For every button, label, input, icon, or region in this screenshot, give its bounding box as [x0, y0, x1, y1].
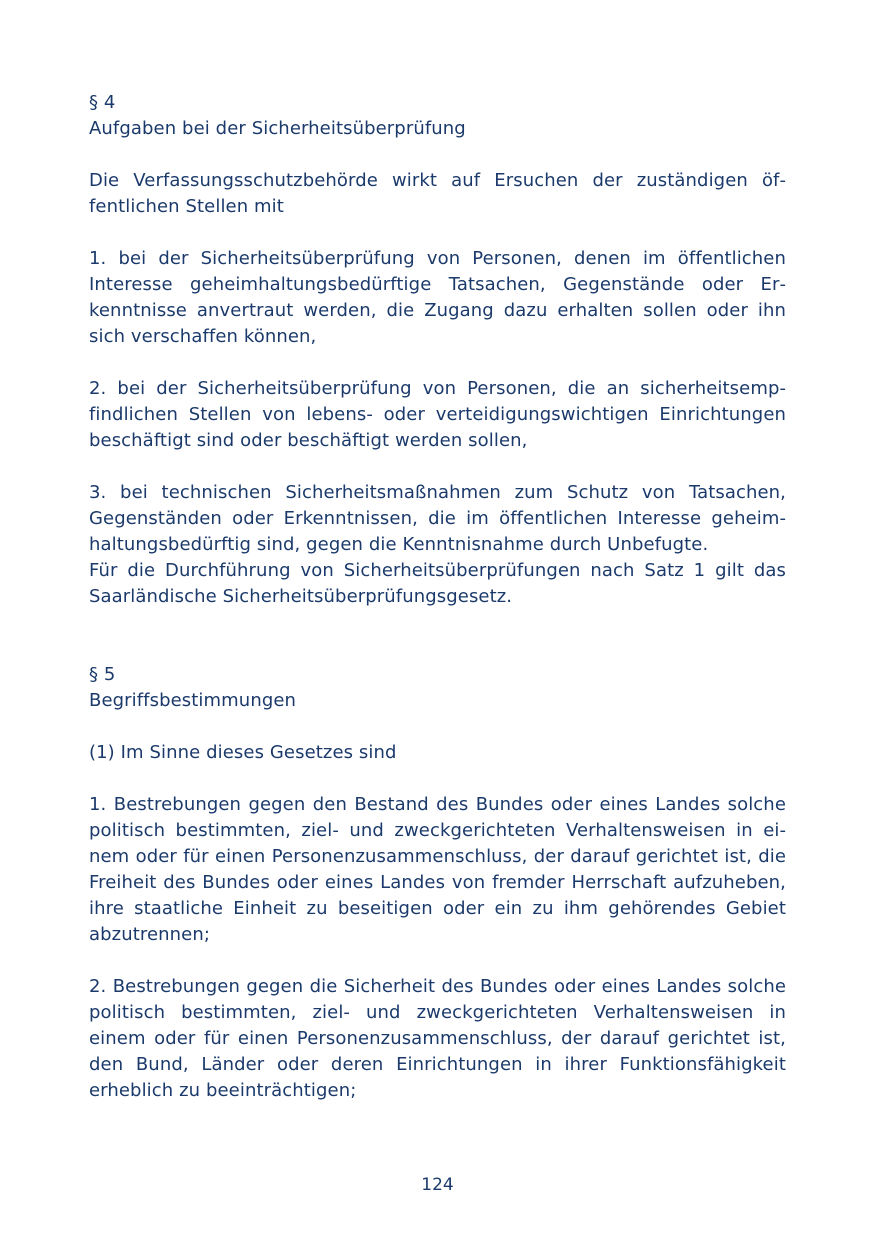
section-4-item-3: 3. bei technischen Sicherheitsmaßnahmen zum Schutz von Tatsachen, Gegenständen oder Erkenntnissen, die im öffentlichen Interesse geheimhaltungsbedürftig sind, gegen die Kenntnisnahme durch Unbefugte.: [89, 482, 786, 555]
section-4-intro: Die Verfassungsschutzbehörde wirkt auf Ersuchen der zuständigen öffentlichen Stellen mit: [89, 170, 786, 217]
section-5-title: Begriffsbestimmungen: [89, 690, 297, 711]
section-4-closing: Für die Durchführung von Sicherheitsüberprüfungen nach Satz 1 gilt das Saarländische Sicherheitsüberprüfungsgesetz.: [89, 560, 786, 607]
document-page: [89, 90, 786, 1104]
section-5-subsection-1: (1) Im Sinne dieses Gesetzes sind: [89, 742, 397, 763]
section-4-item-2: 2. bei der Sicherheitsüberprüfung von Personen, die an sicherheitsempfindlichen Stellen von lebens- oder verteidigungswichtigen Einrichtungen beschäftigt sind oder beschäftigt werden sollen,: [89, 378, 786, 451]
section-4-title: Aufgaben bei der Sicherheitsüberprüfung: [89, 118, 466, 139]
page-number: 124: [421, 1175, 454, 1195]
section-5-item-2: 2. Bestrebungen gegen die Sicherheit des Bundes oder eines Landes solche politisch bestimmten, ziel- und zweckgerichteten Verhaltensweisen in einem oder für einen Personenzusammenschluss, der darauf gerichtet ist, den Bund, Länder oder deren Einrichtungen in ihrer Funktionsfähigkeit erheblich zu beeinträchtigen;: [89, 976, 786, 1101]
section-5-number: § 5: [89, 664, 116, 685]
section-5-item-1: 1. Bestrebungen gegen den Bestand des Bundes oder eines Landes solche politisch bestimmten, ziel- und zweckgerichteten Verhaltensweisen in einem oder für einen Personenzusammenschluss, der darauf gerichtet ist, die Freiheit des Bundes oder eines Landes von fremder Herrschaft aufzuheben, ihre staatliche Einheit zu beseitigen oder ein zu ihm gehörendes Gebiet abzutrennen;: [89, 794, 786, 945]
section-4-item-1: 1. bei der Sicherheitsüberprüfung von Personen, denen im öffentlichen Interesse geheimhaltungsbedürftige Tatsachen, Gegenstände oder Erkenntnisse anvertraut werden, die Zugang dazu erhalten sollen oder ihn sich verschaffen können,: [89, 248, 786, 347]
section-4-number: § 4: [89, 92, 116, 113]
